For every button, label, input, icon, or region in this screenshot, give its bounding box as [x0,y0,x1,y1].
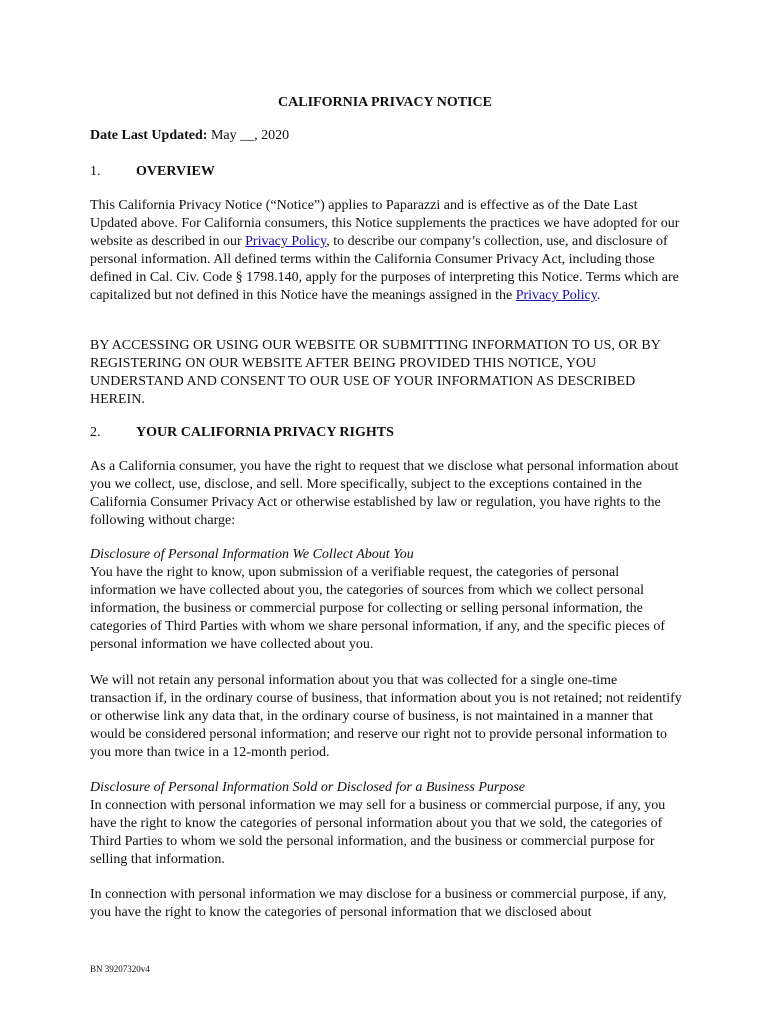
section-2-number: 2. [90,425,101,440]
document-title: CALIFORNIA PRIVACY NOTICE [278,95,492,110]
overview-paragraph [90,197,682,305]
disclose-paragraph: In connection with personal information we may disclose for a business or commercial purpose, if any, you have the right to know the categories of personal information that we disclosed about [90,887,667,920]
rights-intro-paragraph: As a California consumer, you have the right to request that we disclose what personal information about you we collect, use, disclose, and sell. More specifically, subject to the exceptions contained in the California Consumer Privacy Act or otherwise established by law or regulation, you have rights to the following without charge: [90,459,679,528]
collect-paragraph: You have the right to know, upon submission of a verifiable request, the categories of personal information we have collected about you, the categories of sources from which we collect personal information, the business or commercial purpose for collecting or selling personal information, the categories of Third Parties with whom we share personal information, if any, and the specific pieces of personal information we have collected about you. [90,565,665,652]
sold-paragraph: In connection with personal information we may sell for a business or commercial purpose, if any, you have the right to know the categories of personal information about you that we sold, the categories of Third Parties to whom we sold the personal information, and the business or commercial purpose for selling that information. [90,798,666,867]
section-1-title: OVERVIEW [136,164,215,179]
section-1-number: 1. [90,164,101,179]
date-value: May __, 2020 [207,128,290,143]
retain-paragraph: We will not retain any personal information about you that was collected for a single one-time transaction if, in the ordinary course of business, that information about you is not retained; not reidentify or otherwise link any data that, in the ordinary course of business, is not maintained in a manner that would be considered personal information; and reserve our right not to provide personal information to you more than twice in a 12-month period. [90,673,682,760]
overview-text-b: , to describe our company’s collection, use, and disclosure of personal information. All defined terms within the California Consumer Privacy Act, including those defined in Cal. Civ. Code § 1798.140, apply for the purposes of interpreting this Notice. Terms which are capitalized but not defined in this Notice have the meanings assigned in the [90,234,679,303]
subheading-collect: Disclosure of Personal Information We Collect About You [90,547,414,562]
overview-text-a: This California Privacy Notice (“Notice”) applies to Paparazzi and is effective as of the Date Last Updated above. For California consumers, this Notice supplements the practices we have adopted for our website as described in our [90,198,680,249]
subheading-sold: Disclosure of Personal Information Sold or Disclosed for a Business Purpose [90,780,526,795]
overview-text-c: . [596,288,601,303]
privacy-policy-link-2[interactable]: Privacy Policy [515,288,597,303]
section-2-title: YOUR CALIFORNIA PRIVACY RIGHTS [136,425,394,440]
consent-paragraph: BY ACCESSING OR USING OUR WEBSITE OR SUBMITTING INFORMATION TO US, OR BY REGISTERING ON OUR WEBSITE AFTER BEING PROVIDED THIS NOTICE, YOU UNDERSTAND AND CONSENT TO OUR USE OF YOUR INFORMATION AS DESCRIBED HEREIN. [90,338,661,407]
date-label: Date Last Updated: [90,128,208,143]
document-footer-id: BN 39207320v4 [90,964,150,974]
privacy-policy-link[interactable]: Privacy Policy [245,234,327,249]
date-last-updated [90,127,682,145]
